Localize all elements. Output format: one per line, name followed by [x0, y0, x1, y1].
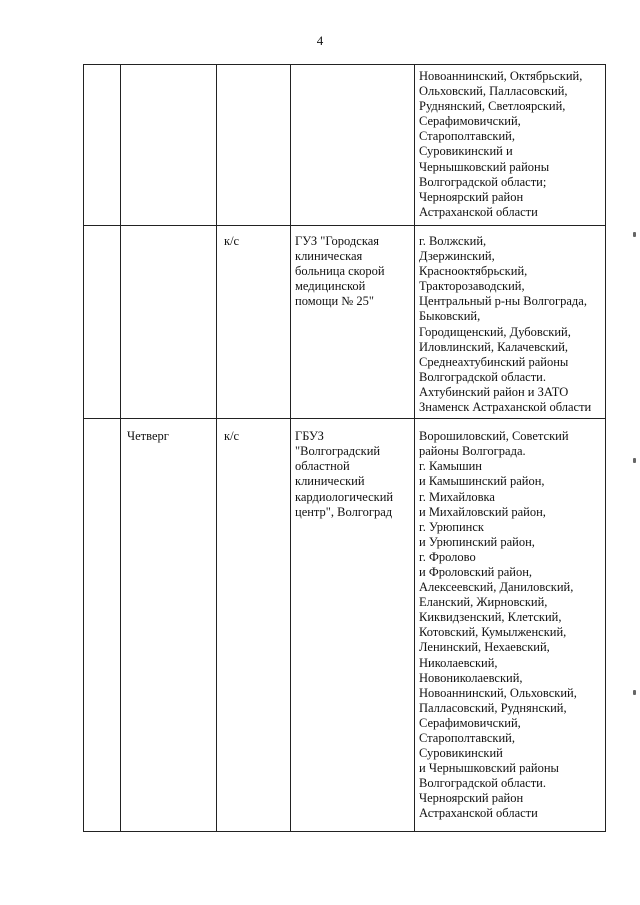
table-row: [84, 65, 606, 226]
cell-line: Волгоградской области.: [419, 369, 546, 384]
cell-line: кардиологический: [295, 489, 394, 504]
cell-line: Волгоградской области;: [419, 174, 547, 189]
cell-line: "Волгоградский: [295, 444, 381, 459]
cell-line: г. Фролово: [419, 549, 476, 564]
cell-line: ГБУЗ: [295, 429, 324, 444]
cell-line: Волгоградской области.: [419, 776, 546, 791]
day-cell: [121, 65, 217, 226]
type-cell: к/с: [217, 419, 291, 832]
cell-line: Краснооктябрьский,: [419, 264, 528, 279]
cell-line: помощи № 25": [295, 294, 374, 309]
cell-line: и Камышинский район,: [419, 474, 545, 489]
cell-line: Котовский, Кумылженский,: [419, 625, 567, 640]
cell-line: клиническая: [295, 249, 363, 264]
cell-line: Руднянский, Светлоярский,: [419, 99, 566, 114]
cell-line: Черноярский район: [419, 189, 524, 204]
row-number-cell: [84, 226, 121, 419]
cell-line: Новоаннинский, Октябрьский,: [419, 69, 583, 83]
cell-line: Серафимовичский,: [419, 114, 521, 129]
type-cell: к/с: [217, 226, 291, 419]
cell-line: и Чернышковский районы: [419, 761, 559, 776]
hospital-cell: [291, 226, 415, 419]
hospital-cell: [291, 65, 415, 226]
scan-edge-mark: [633, 690, 636, 695]
cell-line: Киквидзенский, Клетский,: [419, 610, 562, 625]
schedule-table: [83, 64, 606, 832]
areas-cell: [415, 65, 606, 226]
cell-line: г. Волжский,: [419, 234, 487, 248]
cell-line: Астраханской области: [419, 806, 538, 821]
cell-line: Ольховский, Палласовский,: [419, 84, 568, 99]
scan-edge-mark: [633, 458, 636, 463]
cell-line: Центральный р-ны Волгограда,: [419, 294, 587, 309]
day-cell: [121, 226, 217, 419]
cell-line: Среднеахтубинский районы: [419, 354, 569, 369]
row-number-cell: [84, 419, 121, 832]
row-number-cell: [84, 65, 121, 226]
cell-line: Знаменск Астраханской области: [419, 400, 592, 415]
cell-line: г. Камышин: [419, 459, 483, 474]
cell-line: Серафимовичский,: [419, 715, 521, 730]
cell-line: Старополтавский,: [419, 129, 515, 144]
type-cell: [217, 65, 291, 226]
cell-line: и Михайловский район,: [419, 504, 546, 519]
cell-line: Городищенский, Дубовский,: [419, 324, 571, 339]
cell-line: больница скорой: [295, 264, 385, 279]
areas-cell: [415, 226, 606, 419]
page-number: 4: [316, 33, 324, 48]
cell-line: медицинской: [295, 279, 366, 294]
hospital-cell: [291, 419, 415, 832]
day-cell: Четверг: [121, 419, 217, 832]
cell-line: центр", Волгоград: [295, 504, 393, 519]
cell-line: районы Волгограда.: [419, 444, 526, 459]
cell-line: Палласовский, Руднянский,: [419, 700, 567, 715]
cell-line: Еланский, Жирновский,: [419, 595, 548, 610]
cell-line: Ворошиловский, Советский: [419, 429, 569, 444]
cell-line: Черноярский район: [419, 791, 524, 806]
cell-line: и Урюпинский район,: [419, 534, 535, 549]
areas-cell: [415, 419, 606, 832]
cell-line: Николаевский,: [419, 655, 498, 670]
cell-line: Дзержинский,: [419, 249, 495, 264]
cell-line: Тракторозаводский,: [419, 279, 525, 294]
cell-line: Астраханской области: [419, 204, 538, 219]
cell-line: областной: [295, 459, 350, 474]
cell-line: г. Михайловка: [419, 489, 495, 504]
cell-line: Суровикинский: [419, 746, 503, 761]
cell-line: Новониколаевский,: [419, 670, 523, 685]
cell-line: Старополтавский,: [419, 731, 515, 745]
cell-line: ГУЗ "Городская: [295, 234, 380, 248]
cell-line: Ленинский, Нехаевский,: [419, 640, 550, 655]
table-row: [84, 419, 606, 832]
cell-line: Иловлинский, Калачевский,: [419, 339, 569, 354]
cell-line: Новоаннинский, Ольховский,: [419, 685, 577, 700]
cell-line: Суровикинский и: [419, 144, 513, 159]
table-row: [84, 226, 606, 419]
scan-edge-mark: [633, 232, 636, 237]
cell-line: клинический: [295, 474, 365, 489]
cell-line: Ахтубинский район и ЗАТО: [419, 384, 569, 399]
cell-line: и Фроловский район,: [419, 564, 533, 579]
cell-line: Быковский,: [419, 309, 481, 324]
cell-line: Алексеевский, Даниловский,: [419, 580, 574, 595]
cell-line: Чернышковский районы: [419, 159, 550, 174]
cell-line: г. Урюпинск: [419, 519, 484, 534]
